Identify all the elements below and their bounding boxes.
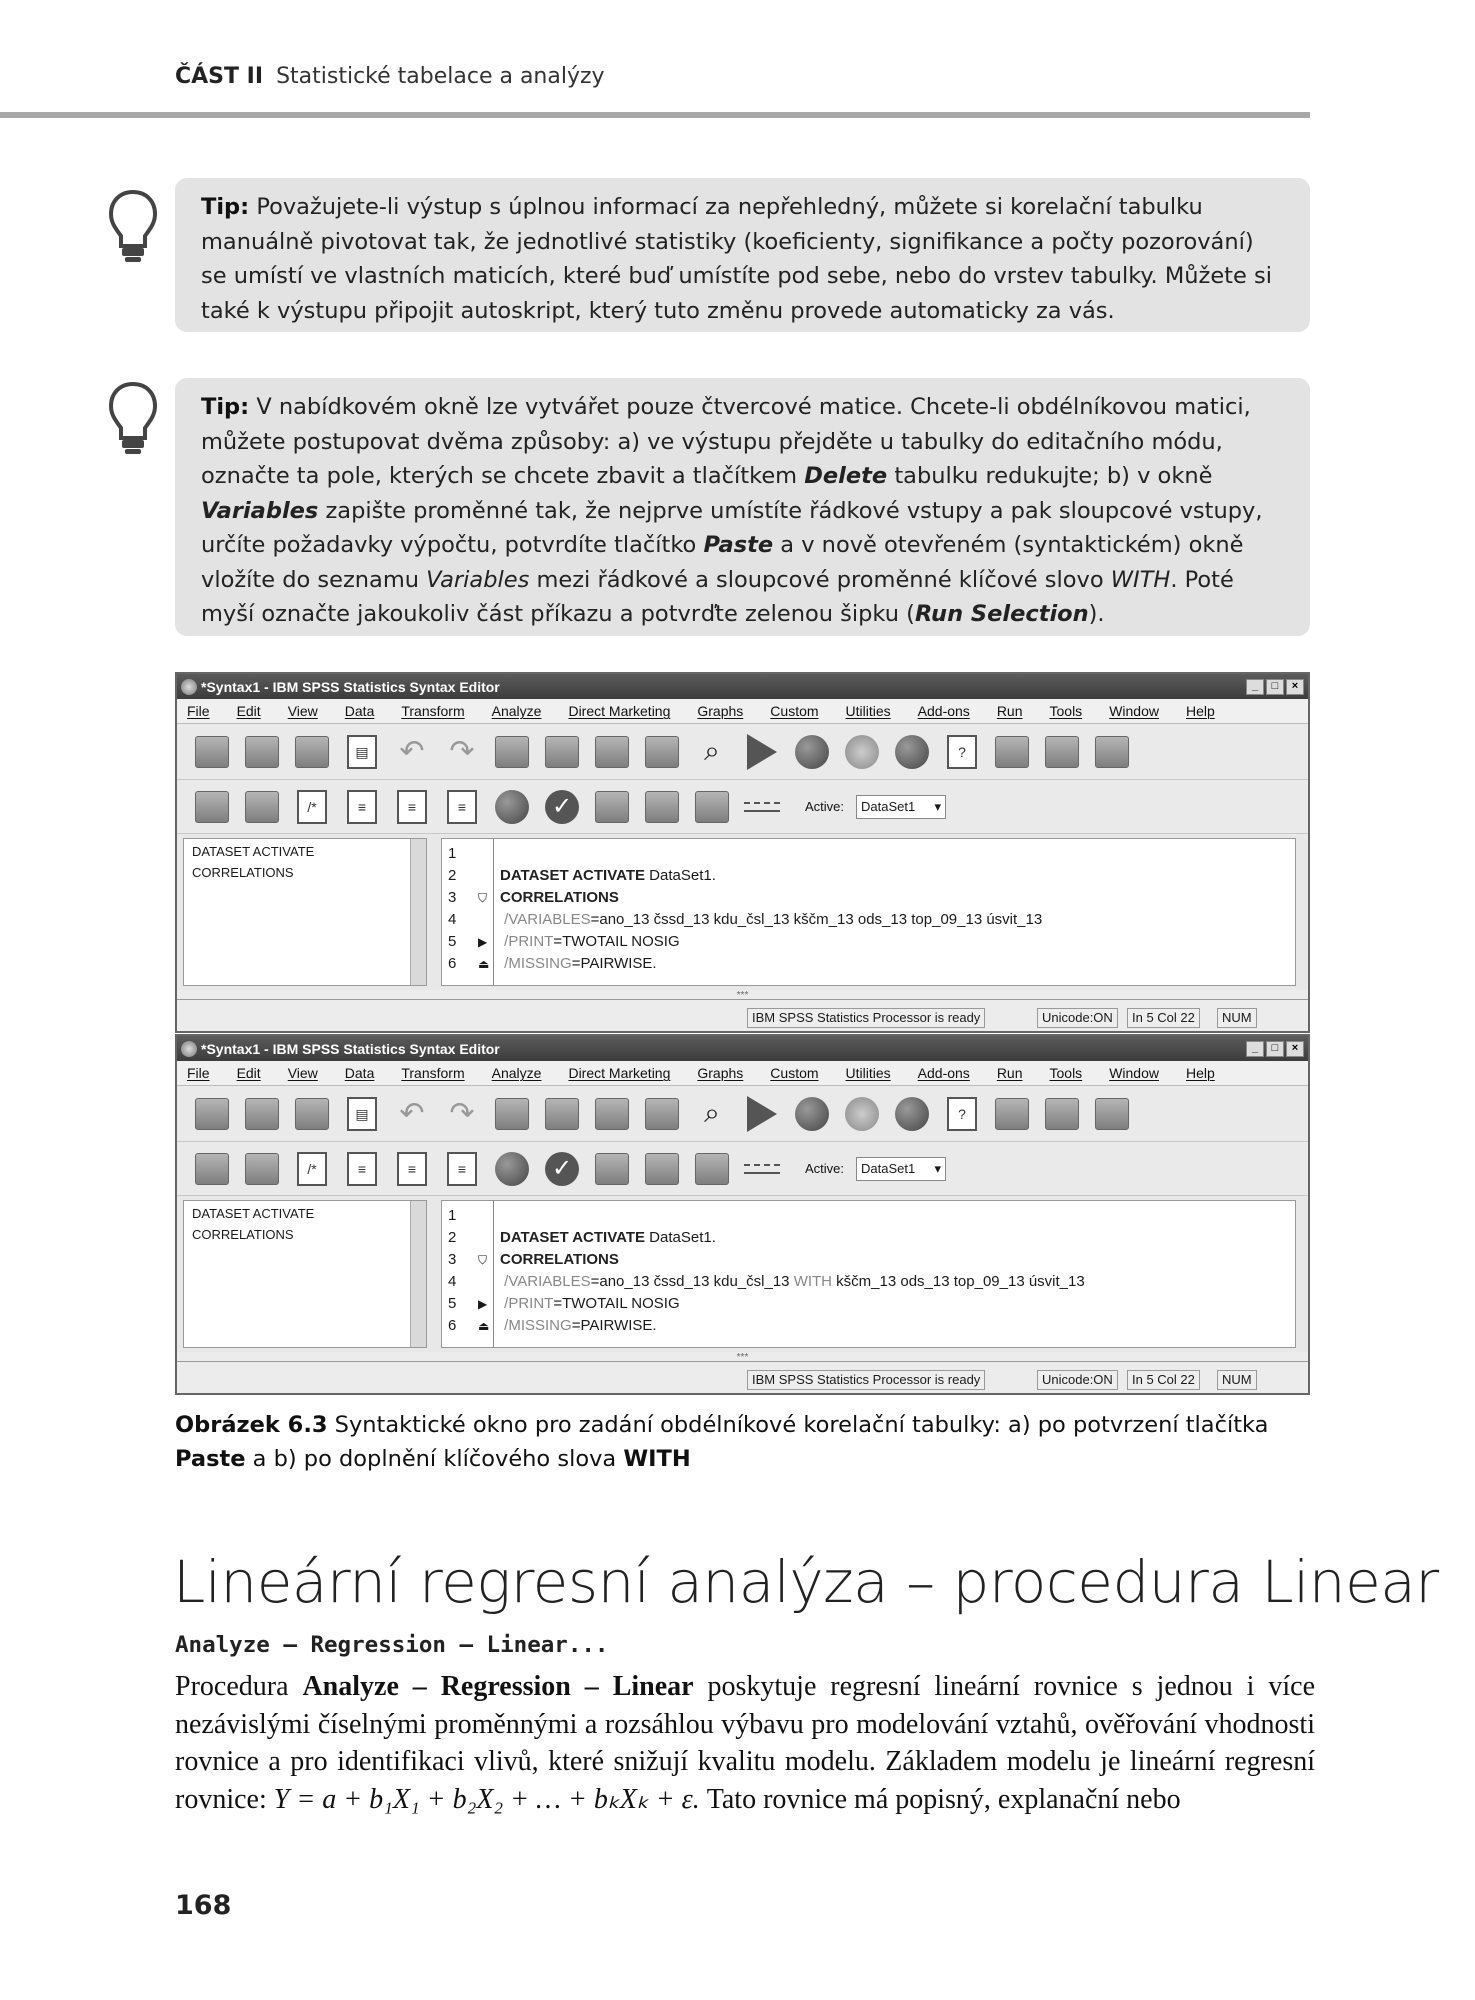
header-rule xyxy=(0,112,1310,118)
format-icon[interactable]: ≡ xyxy=(441,1149,483,1189)
section-heading: Lineární regresní analýza – procedura Linear xyxy=(173,1548,1439,1616)
find-binoculars-icon[interactable]: ⌕ xyxy=(704,1097,720,1128)
menu-graphs[interactable]: Graphs xyxy=(697,1065,744,1081)
menu-analyze[interactable]: Analyze xyxy=(491,703,542,719)
syntax-help-icon[interactable]: ? xyxy=(941,1094,983,1134)
caption-text: a b) po doplnění klíčového slova xyxy=(245,1446,624,1472)
line-number: 5 xyxy=(448,1295,457,1312)
fold-marker-icon[interactable]: ⛉ xyxy=(478,891,488,905)
print-icon[interactable] xyxy=(291,1094,333,1134)
code-line xyxy=(500,909,1042,931)
keyword-variables: Variables xyxy=(201,497,319,524)
code-line xyxy=(500,953,657,975)
use-sets-icon[interactable] xyxy=(841,732,883,772)
tip-label: Tip: xyxy=(201,194,250,220)
dialog-recall-icon[interactable]: ▤ xyxy=(341,1094,383,1134)
fold-marker-icon[interactable]: ⛉ xyxy=(478,1253,488,1267)
bookmark-icon[interactable] xyxy=(991,1094,1033,1134)
comment-icon[interactable]: /* xyxy=(291,1149,333,1189)
outdent-icon[interactable]: ≡ xyxy=(391,787,433,827)
line-number: 4 xyxy=(448,1273,457,1290)
code-text: =TWOTAIL NOSIG xyxy=(553,933,680,950)
redo-icon[interactable]: ↷ xyxy=(449,1097,475,1130)
nav-item[interactable]: DATASET ACTIVATE xyxy=(192,1206,315,1221)
bookmark-icon[interactable] xyxy=(991,732,1033,772)
open-icon[interactable] xyxy=(191,732,233,772)
code-subcommand: /MISSING xyxy=(504,1317,572,1334)
line-number: 3 xyxy=(448,1251,457,1268)
menu-utilities[interactable]: Utilities xyxy=(845,703,891,719)
caption-keyword-paste: Paste xyxy=(175,1446,246,1472)
running-header xyxy=(175,64,605,89)
caption-keyword-with: WITH xyxy=(623,1446,691,1472)
status-unicode: Unicode:ON xyxy=(1037,1370,1118,1390)
close-button[interactable]: × xyxy=(1286,679,1304,695)
next-bookmark-icon[interactable] xyxy=(1041,1094,1083,1134)
indent-icon[interactable]: ≡ xyxy=(341,787,383,827)
code-text: DataSet1. xyxy=(645,867,716,884)
stop-icon[interactable] xyxy=(791,1094,833,1134)
status-num: NUM xyxy=(1217,1370,1257,1390)
menu-custom[interactable]: Custom xyxy=(770,703,819,719)
menu-transform[interactable]: Transform xyxy=(401,703,465,719)
format-icon[interactable]: ≡ xyxy=(441,787,483,827)
tip-text: zapište proměnné tak, že nejprve umístíte řádkové vstupy a pak sloupcové vstupy, určíte požadavky výpočtu, potvrdíte tlačítko xyxy=(201,497,1263,558)
open-icon[interactable] xyxy=(191,1094,233,1134)
regression-equation: Y = a + b₁X₁ + b₂X₂ + … + bₖXₖ + ε. xyxy=(273,1783,700,1815)
syntax-toolbar xyxy=(177,1142,1308,1196)
menu-run[interactable]: Run xyxy=(996,703,1023,719)
page-number: 168 xyxy=(175,1890,232,1921)
book-icon[interactable] xyxy=(691,1149,733,1189)
paste-icon[interactable] xyxy=(641,787,683,827)
tip-text: Považujete-li výstup s úplnou informací za nepřehledný, můžete si korelační tabulku manuálně pivotovat tak, že jednotlivé statistiky (koeficienty, signifikance a počty pozorování) se umístí ve vlastních maticích, které buď umístíte pod sebe, nebo do vrstev tabulky. Můžete si také k výstupu připojit autoskript, který tuto změnu provede automaticky za vás. xyxy=(201,194,1272,324)
designate-window-icon[interactable] xyxy=(1091,1094,1133,1134)
body-text: Procedura xyxy=(175,1671,303,1702)
menu-run[interactable]: Run xyxy=(996,1065,1023,1081)
main-toolbar xyxy=(177,724,1308,780)
code-line xyxy=(500,1227,716,1249)
tip-text: a v nově otevřeném (syntaktickém) okně vložíte do seznamu xyxy=(201,532,1244,593)
line-number: 5 xyxy=(448,933,457,950)
menu-view[interactable]: View xyxy=(287,1065,318,1081)
list-icon[interactable] xyxy=(641,732,683,772)
code-keyword: DATASET ACTIVATE xyxy=(500,1229,645,1246)
nav-scrollbar[interactable] xyxy=(410,1201,426,1347)
dialog-recall-icon[interactable]: ▤ xyxy=(341,732,383,772)
active-dataset-value: DataSet1 xyxy=(861,799,916,814)
menu-view[interactable]: View xyxy=(287,703,318,719)
syntax-editor-window-b xyxy=(175,1034,1310,1395)
tip-text: tabulku redukujte; b) v okně xyxy=(887,463,1213,489)
window-title: *Syntax1 - IBM SPSS Statistics Syntax Editor xyxy=(201,678,500,695)
run-selection-icon[interactable] xyxy=(741,1094,783,1134)
tip-box-1 xyxy=(175,178,1310,332)
app-icon xyxy=(181,1041,197,1057)
paste-icon[interactable] xyxy=(641,1149,683,1189)
menu-tools[interactable]: Tools xyxy=(1049,703,1083,719)
menu-graphs[interactable]: Graphs xyxy=(697,703,744,719)
navigation-pane[interactable] xyxy=(183,1200,427,1348)
fold-end-icon: ⏏ xyxy=(478,957,490,971)
menu-window[interactable]: Window xyxy=(1109,1065,1159,1081)
window-titlebar xyxy=(177,674,1308,699)
line-number: 1 xyxy=(448,1207,457,1224)
line-number: 6 xyxy=(448,1317,457,1334)
nav-item[interactable]: CORRELATIONS xyxy=(192,1227,294,1242)
part-label: ČÁST II xyxy=(175,64,264,89)
code-line: CORRELATIONS xyxy=(500,1251,619,1268)
main-toolbar xyxy=(177,1086,1308,1142)
status-ready: IBM SPSS Statistics Processor is ready xyxy=(747,1370,985,1390)
code-text: =PAIRWISE. xyxy=(571,955,657,972)
code-text: DataSet1. xyxy=(645,1229,716,1246)
body-text: Tato rovnice má popisný, explanační nebo xyxy=(699,1783,1181,1815)
close-button[interactable]: × xyxy=(1286,1041,1304,1057)
dataset-lines-icon[interactable] xyxy=(741,787,783,827)
window-titlebar xyxy=(177,1036,1308,1061)
stop-icon[interactable] xyxy=(791,732,833,772)
line-number: 6 xyxy=(448,955,457,972)
status-position: In 5 Col 22 xyxy=(1127,1008,1200,1028)
code-text: =ano_13 čssd_13 kdu_čsl_13 xyxy=(590,1273,794,1290)
menu-data[interactable]: Data xyxy=(344,1065,375,1081)
caption-label: Obrázek 6.3 xyxy=(175,1412,328,1438)
current-line-arrow-icon: ▶ xyxy=(478,1297,488,1311)
chevron-down-icon: ▾ xyxy=(934,1160,942,1176)
validate-all-icon[interactable] xyxy=(241,787,283,827)
menu-utilities[interactable]: Utilities xyxy=(845,1065,891,1081)
indent-icon[interactable]: ≡ xyxy=(341,1149,383,1189)
book-icon[interactable] xyxy=(691,787,733,827)
status-num: NUM xyxy=(1217,1008,1257,1028)
code-text: kščm_13 ods_13 top_09_13 úsvit_13 xyxy=(832,1273,1085,1290)
italic-with: WITH xyxy=(1110,566,1171,593)
save-icon[interactable] xyxy=(241,732,283,772)
menu-analyze[interactable]: Analyze xyxy=(491,1065,542,1081)
save-icon[interactable] xyxy=(241,1094,283,1134)
maximize-button[interactable]: □ xyxy=(1266,679,1284,695)
current-line-arrow-icon: ▶ xyxy=(478,935,488,949)
syntax-editor-window-a xyxy=(175,672,1310,1033)
menu-help[interactable]: Help xyxy=(1185,703,1215,719)
code-line xyxy=(500,1271,1085,1293)
minimize-button[interactable]: _ xyxy=(1246,679,1264,695)
menu-bar xyxy=(177,1061,1308,1086)
keyword-run-selection: Run Selection xyxy=(914,601,1089,627)
active-dataset-label: Active: xyxy=(805,1161,845,1176)
editor-area xyxy=(177,834,1308,990)
dataset-lines-icon[interactable] xyxy=(741,1149,783,1189)
menu-bar xyxy=(177,699,1308,724)
copy-icon[interactable] xyxy=(591,1149,633,1189)
menu-direct-marketing[interactable]: Direct Marketing xyxy=(568,1065,671,1081)
maximize-button[interactable]: □ xyxy=(1266,1041,1284,1057)
record-icon[interactable] xyxy=(491,787,533,827)
chevron-down-icon: ▾ xyxy=(934,798,942,814)
undo-icon[interactable]: ↶ xyxy=(399,1097,425,1130)
fold-end-icon: ⏏ xyxy=(478,1319,490,1333)
code-subcommand: /PRINT xyxy=(504,933,554,950)
menu-tools[interactable]: Tools xyxy=(1049,1065,1083,1081)
code-line xyxy=(500,865,716,887)
goto-case-icon[interactable] xyxy=(491,732,533,772)
code-text: =TWOTAIL NOSIG xyxy=(553,1295,680,1312)
print-icon[interactable] xyxy=(291,732,333,772)
code-line xyxy=(500,1315,657,1337)
record-icon[interactable] xyxy=(491,1149,533,1189)
active-dataset-value: DataSet1 xyxy=(861,1161,916,1176)
editor-area xyxy=(177,1196,1308,1352)
tip-text: mezi řádkové a sloupcové proměnné klíčové slovo xyxy=(529,566,1111,593)
menu-window[interactable]: Window xyxy=(1109,703,1159,719)
show-all-icon[interactable] xyxy=(891,1094,933,1134)
minimize-button[interactable]: _ xyxy=(1246,1041,1264,1057)
active-dataset-label: Active: xyxy=(805,799,845,814)
body-paragraph xyxy=(175,1668,1315,1818)
menu-edit[interactable]: Edit xyxy=(236,1065,261,1081)
outdent-icon[interactable]: ≡ xyxy=(391,1149,433,1189)
status-unicode: Unicode:ON xyxy=(1037,1008,1118,1028)
menu-add-ons[interactable]: Add-ons xyxy=(917,703,970,719)
syntax-help-icon[interactable]: ? xyxy=(941,732,983,772)
find-binoculars-icon[interactable]: ⌕ xyxy=(704,735,720,766)
code-subcommand: /VARIABLES xyxy=(504,911,591,928)
redo-icon[interactable]: ↷ xyxy=(449,735,475,768)
code-subcommand: /MISSING xyxy=(504,955,572,972)
syntax-toolbar xyxy=(177,780,1308,834)
check-icon[interactable]: ✓ xyxy=(541,1149,583,1189)
active-dataset-select[interactable] xyxy=(856,795,946,819)
tip-text: . Poté myší označte jakoukoliv část příkazu a potvrďte zelenou šipku ( xyxy=(201,566,1234,627)
code-with-keyword: WITH xyxy=(793,1273,833,1290)
code-subcommand: /PRINT xyxy=(504,1295,554,1312)
menu-file[interactable]: File xyxy=(187,703,210,719)
code-line xyxy=(500,931,680,953)
status-bar xyxy=(177,990,1308,1031)
nav-item[interactable]: CORRELATIONS xyxy=(192,865,294,880)
app-icon xyxy=(181,679,197,695)
code-subcommand: /VARIABLES xyxy=(504,1273,591,1290)
goto-case-icon[interactable] xyxy=(491,1094,533,1134)
code-line xyxy=(500,1293,680,1315)
active-dataset-select[interactable] xyxy=(856,1157,946,1181)
lightbulb-icon xyxy=(108,188,158,264)
next-bookmark-icon[interactable] xyxy=(1041,732,1083,772)
menu-data[interactable]: Data xyxy=(344,703,375,719)
splitter-handle[interactable]: *** xyxy=(736,990,749,1001)
menu-edit[interactable]: Edit xyxy=(236,703,261,719)
line-number: 2 xyxy=(448,1229,457,1246)
code-pane[interactable] xyxy=(441,1200,1296,1348)
status-position: In 5 Col 22 xyxy=(1127,1370,1200,1390)
navigation-pane[interactable] xyxy=(183,838,427,986)
goto-variable-icon[interactable] xyxy=(541,1094,583,1134)
status-bar xyxy=(177,1352,1308,1393)
goto-variable-icon[interactable] xyxy=(541,732,583,772)
menu-path: Analyze – Regression – Linear... xyxy=(175,1632,609,1658)
use-sets-icon[interactable] xyxy=(841,1094,883,1134)
body-text: poskytuje regresní lineární rovnice s jednou i více nezávislými číselnými proměnnými a rozsáhlou výbavu pro modelování vztahů, ověřování vhodnosti rovnice a pro identifikaci vlivů, které snižují kvalitu modelu. Základem modelu je lineární regresní rovnice: xyxy=(175,1671,1316,1815)
keyword-paste: Paste xyxy=(703,532,774,558)
line-number: 1 xyxy=(448,845,457,862)
lightbulb-icon xyxy=(108,380,158,456)
menu-help[interactable]: Help xyxy=(1185,1065,1215,1081)
line-number: 4 xyxy=(448,911,457,928)
comment-icon[interactable]: /* xyxy=(291,787,333,827)
code-text: =ano_13 čssd_13 kdu_čsl_13 kščm_13 ods_13 top_09_13 úsvit_13 xyxy=(590,911,1043,928)
validate-all-icon[interactable] xyxy=(241,1149,283,1189)
validate-icon[interactable] xyxy=(191,787,233,827)
designate-window-icon[interactable] xyxy=(1091,732,1133,772)
undo-icon[interactable]: ↶ xyxy=(399,735,425,768)
code-pane[interactable] xyxy=(441,838,1296,986)
copy-icon[interactable] xyxy=(591,787,633,827)
part-title: Statistické tabelace a analýzy xyxy=(276,64,605,89)
tip-box-2 xyxy=(175,378,1310,636)
code-text: =PAIRWISE. xyxy=(571,1317,657,1334)
caption-text: Syntaktické okno pro zadání obdélníkové korelační tabulky: a) po potvrzení tlačítka xyxy=(327,1412,1269,1438)
menu-add-ons[interactable]: Add-ons xyxy=(917,1065,970,1081)
list-icon[interactable] xyxy=(641,1094,683,1134)
code-keyword: DATASET ACTIVATE xyxy=(500,867,645,884)
line-number: 2 xyxy=(448,867,457,884)
window-title: *Syntax1 - IBM SPSS Statistics Syntax Editor xyxy=(201,1040,500,1057)
run-selection-icon[interactable] xyxy=(741,732,783,772)
body-bold: Analyze – Regression – Linear xyxy=(302,1671,694,1702)
italic-variables: Variables xyxy=(426,566,530,593)
splitter-handle[interactable]: *** xyxy=(736,1352,749,1363)
status-ready: IBM SPSS Statistics Processor is ready xyxy=(747,1008,985,1028)
tip-label: Tip: xyxy=(201,394,250,420)
menu-file[interactable]: File xyxy=(187,1065,210,1081)
nav-scrollbar[interactable] xyxy=(410,839,426,985)
validate-icon[interactable] xyxy=(191,1149,233,1189)
menu-custom[interactable]: Custom xyxy=(770,1065,819,1081)
tip-text: V nabídkovém okně lze vytvářet pouze čtvercové matice. Chcete-li obdélníkovou matici, můžete postupovat dvěma způsoby: a) ve výstupu přejděte u tabulky do editačního módu, označte ta pole, kterých se chcete zbavit a tlačítkem xyxy=(201,394,1251,489)
code-line: CORRELATIONS xyxy=(500,889,619,906)
nav-item[interactable]: DATASET ACTIVATE xyxy=(192,844,315,859)
tip-text: ). xyxy=(1088,601,1105,627)
variables-icon[interactable] xyxy=(591,732,633,772)
menu-transform[interactable]: Transform xyxy=(401,1065,465,1081)
menu-direct-marketing[interactable]: Direct Marketing xyxy=(568,703,671,719)
keyword-delete: Delete xyxy=(804,463,888,489)
variables-icon[interactable] xyxy=(591,1094,633,1134)
figure-caption xyxy=(175,1408,1315,1476)
line-number: 3 xyxy=(448,889,457,906)
check-icon[interactable]: ✓ xyxy=(541,787,583,827)
show-all-icon[interactable] xyxy=(891,732,933,772)
